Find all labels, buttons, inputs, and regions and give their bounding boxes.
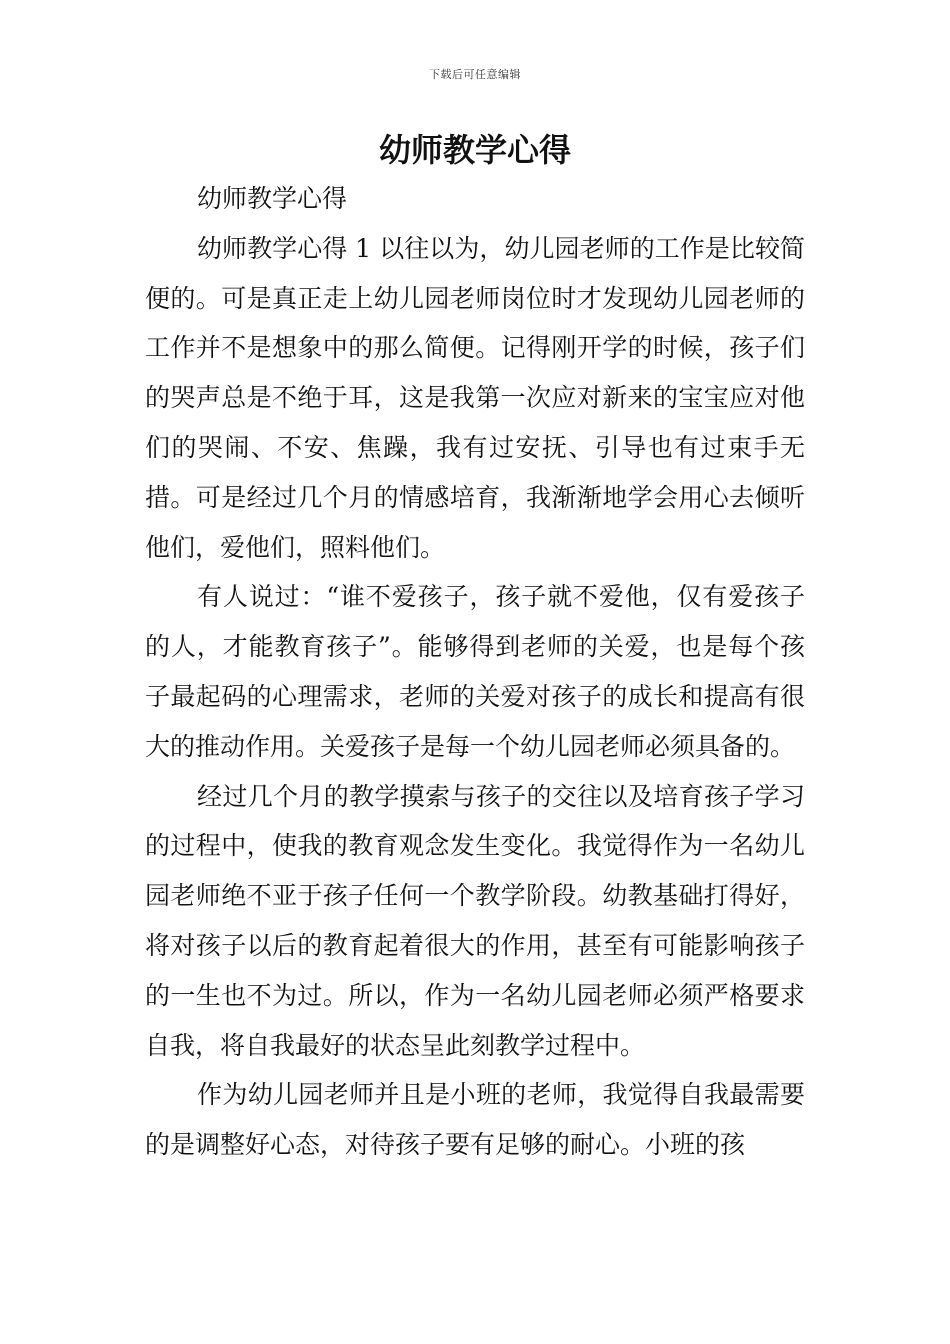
header-note: 下载后可任意编辑 — [429, 68, 521, 81]
paragraph: 有人说过：“谁不爱孩子，孩子就不爱他，仅有爱孩子的人，才能教育孩子”。能够得到老师的关爱，也是每个孩子最起码的心理需求，老师的关爱对孩子的成长和提高有很大的推动作用。关爱孩子是每一个幼儿园老师必须具备的。 — [145, 582, 805, 761]
page-title: 幼师教学心得 — [378, 131, 571, 169]
paragraph: 作为幼儿园老师并且是小班的老师，我觉得自我最需要的是调整好心态，对待孩子要有足够的耐心。小班的孩 — [145, 1080, 805, 1160]
document-body — [145, 174, 805, 1170]
paragraph: 幼师教学心得 1 以往以为，幼儿园老师的工作是比较简便的。可是真正走上幼儿园老师岗位时才发现幼儿园老师的工作并不是想象中的那么简便。记得刚开学的时候，孩子们的哭声总是不绝于耳，这是我第一次应对新来的宝宝应对他们的哭闹、不安、焦躁，我有过安抚、引导也有过束手无措。可是经过几个月的情感培育，我渐渐地学会用心去倾听他们，爱他们，照料他们。 — [145, 233, 805, 562]
paragraph-subtitle: 幼师教学心得 — [197, 184, 348, 213]
paragraph: 经过几个月的教学摸索与孩子的交往以及培育孩子学习的过程中，使我的教育观念发生变化。我觉得作为一名幼儿园老师绝不亚于孩子任何一个教学阶段。幼教基础打得好，将对孩子以后的教育起着很大的作用，甚至有可能影响孩子的一生也不为过。所以，作为一名幼儿园老师必须严格要求自我，将自我最好的状态呈此刻教学过程中。 — [145, 781, 805, 1060]
